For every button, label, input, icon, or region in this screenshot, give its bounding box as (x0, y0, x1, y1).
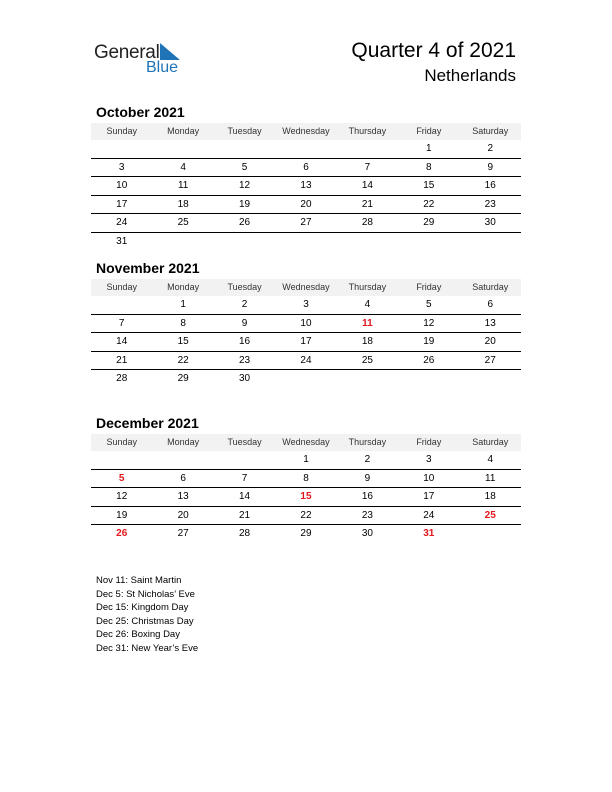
day-cell (460, 233, 521, 251)
weekday-label: Wednesday (282, 437, 330, 447)
day-cell: 24 (423, 509, 435, 521)
weekday-header (91, 279, 521, 296)
day-cell (91, 296, 152, 314)
day-cell: 3 (118, 161, 125, 173)
day-cell: 20 (300, 198, 312, 210)
day-cell: 2 (364, 454, 371, 465)
day-cell: 4 (364, 299, 371, 310)
holiday-note: Nov 11: Saint Martin (96, 575, 182, 586)
day-cell: 24 (300, 354, 312, 366)
day-cell: 4 (180, 161, 186, 173)
day-cell: 10 (300, 317, 312, 329)
day-cell: 7 (364, 161, 371, 173)
week-row (91, 296, 521, 315)
day-cell: 13 (177, 491, 189, 502)
logo-triangle-icon (160, 43, 180, 60)
day-cell: 12 (116, 491, 128, 502)
day-cell: 8 (426, 161, 432, 173)
country-name: Netherlands (424, 66, 516, 85)
holiday-note: Dec 5: St Nicholas’ Eve (96, 588, 195, 600)
day-cell: 17 (300, 336, 312, 347)
day-cell: 14 (361, 180, 373, 191)
day-cell (214, 233, 275, 251)
day-cell: 31 (423, 528, 435, 539)
day-cell: 26 (423, 354, 435, 366)
week-row (91, 370, 521, 388)
weekday-header (91, 434, 521, 451)
day-cell: 10 (423, 472, 435, 484)
weekday-label: Tuesday (227, 437, 262, 447)
day-cell: 14 (238, 491, 251, 502)
holiday-note: Dec 25: Christmas Day (96, 615, 194, 627)
day-cell (398, 370, 459, 388)
week-row (91, 470, 521, 489)
day-cell (214, 140, 275, 158)
weekday-label: Friday (416, 437, 442, 447)
weekday-label: Monday (167, 437, 200, 447)
week-row (91, 352, 521, 371)
weekday-label: Sunday (106, 437, 137, 447)
day-cell: 4 (487, 454, 494, 465)
day-cell (460, 370, 521, 388)
week-row (91, 233, 521, 251)
week-row (91, 451, 521, 470)
day-cell: 2 (241, 299, 248, 310)
day-cell: 22 (300, 509, 312, 521)
weekday-header (91, 123, 521, 140)
day-cell: 6 (487, 299, 494, 310)
weekday-label: Thursday (348, 437, 387, 447)
day-cell: 5 (118, 472, 125, 484)
day-cell (398, 233, 459, 251)
day-cell (275, 233, 336, 251)
day-cell: 27 (300, 217, 312, 228)
day-cell: 19 (238, 198, 251, 210)
day-cell: 25 (361, 354, 373, 366)
day-cell: 28 (361, 217, 373, 228)
day-cell: 30 (361, 528, 373, 539)
day-cell: 23 (238, 354, 251, 366)
weekday-label: Wednesday (282, 126, 330, 136)
day-cell: 13 (484, 317, 496, 329)
week-row (91, 488, 521, 507)
month-title: November 2021 (96, 260, 200, 276)
day-cell: 14 (116, 336, 128, 347)
day-cell (460, 525, 521, 543)
page-title: Quarter 4 of 2021 (351, 39, 516, 62)
day-cell: 26 (116, 528, 128, 539)
day-cell: 18 (484, 491, 496, 502)
weekday-label: Wednesday (282, 282, 330, 292)
day-cell (91, 451, 152, 469)
logo (94, 40, 194, 80)
day-cell (91, 140, 152, 158)
day-cell: 3 (303, 299, 309, 310)
day-cell: 23 (361, 509, 373, 521)
day-cell: 3 (426, 454, 432, 465)
calendar-november (91, 259, 521, 388)
logo-blue: Blue (146, 59, 179, 76)
day-cell: 10 (116, 180, 128, 191)
day-cell: 17 (423, 491, 435, 502)
month-title: October 2021 (96, 104, 185, 120)
day-cell: 19 (116, 509, 128, 521)
day-cell: 21 (238, 509, 251, 521)
month-title: December 2021 (96, 415, 199, 431)
day-cell: 20 (177, 509, 189, 521)
day-cell: 6 (180, 472, 186, 484)
day-cell (275, 140, 336, 158)
day-cell: 5 (241, 161, 248, 173)
day-cell: 11 (362, 317, 373, 329)
calendar-december (91, 414, 521, 543)
week-row (91, 159, 521, 178)
day-cell: 26 (238, 217, 251, 228)
day-cell: 1 (180, 299, 186, 310)
day-cell: 28 (238, 528, 251, 539)
day-cell: 8 (180, 317, 186, 329)
day-cell (152, 140, 213, 158)
day-cell: 9 (364, 472, 371, 484)
day-cell (214, 451, 275, 469)
day-cell: 30 (484, 217, 496, 228)
day-cell: 25 (484, 509, 496, 521)
day-cell: 30 (238, 373, 251, 384)
week-row (91, 196, 521, 215)
day-cell: 21 (361, 198, 373, 210)
day-cell: 25 (177, 217, 189, 228)
week-row (91, 525, 521, 543)
day-cell: 8 (303, 472, 309, 484)
week-row (91, 315, 521, 334)
day-cell (152, 451, 213, 469)
day-cell: 9 (487, 161, 494, 173)
week-row (91, 177, 521, 196)
day-cell: 12 (423, 317, 435, 329)
day-cell: 19 (423, 336, 435, 347)
day-cell: 21 (116, 354, 128, 366)
weekday-label: Saturday (472, 437, 509, 447)
day-cell: 22 (423, 198, 435, 210)
day-cell (337, 233, 398, 251)
day-cell (337, 140, 398, 158)
day-cell: 5 (426, 299, 432, 310)
holiday-note: Dec 31: New Year’s Eve (96, 642, 199, 654)
week-row (91, 507, 521, 526)
weekday-label: Thursday (348, 282, 387, 292)
day-cell: 24 (116, 217, 128, 228)
day-cell: 17 (116, 198, 128, 210)
day-cell: 6 (303, 161, 309, 173)
weekday-label: Tuesday (227, 126, 262, 136)
day-cell: 13 (300, 180, 312, 191)
day-cell: 29 (423, 217, 435, 228)
day-cell: 7 (241, 472, 248, 484)
day-cell: 20 (484, 336, 496, 347)
weekday-label: Saturday (472, 126, 509, 136)
day-cell: 22 (177, 354, 189, 366)
day-cell (152, 233, 213, 251)
week-row (91, 140, 521, 159)
day-cell: 27 (177, 528, 189, 539)
day-cell: 11 (485, 472, 496, 484)
day-cell: 12 (238, 180, 251, 191)
day-cell: 28 (116, 373, 128, 384)
day-cell: 16 (361, 491, 373, 502)
weekday-label: Friday (416, 126, 442, 136)
day-cell: 23 (484, 198, 496, 210)
day-cell: 7 (118, 317, 125, 329)
day-cell: 31 (116, 235, 128, 247)
day-cell: 1 (303, 454, 309, 465)
day-cell (275, 370, 336, 388)
day-cell: 1 (426, 143, 432, 154)
day-cell: 27 (484, 354, 496, 366)
day-cell (337, 370, 398, 388)
weekday-label: Sunday (106, 282, 137, 292)
day-cell: 29 (177, 373, 189, 384)
day-cell: 15 (177, 336, 189, 347)
holiday-notes (96, 574, 198, 655)
weekday-label: Monday (167, 282, 200, 292)
day-cell: 29 (300, 528, 312, 539)
weekday-label: Sunday (106, 126, 137, 136)
weekday-label: Tuesday (227, 282, 262, 292)
week-row (91, 214, 521, 233)
day-cell: 15 (300, 491, 312, 502)
holiday-note: Dec 15: Kingdom Day (96, 602, 189, 613)
weekday-label: Friday (416, 282, 442, 292)
day-cell: 18 (177, 198, 189, 210)
day-cell: 16 (484, 180, 496, 191)
holiday-note: Dec 26: Boxing Day (96, 629, 180, 640)
weekday-label: Monday (167, 126, 200, 136)
calendar-october (91, 103, 521, 250)
weekday-label: Saturday (472, 282, 509, 292)
week-row (91, 333, 521, 352)
day-cell: 18 (361, 336, 373, 347)
logo-general: General (94, 42, 160, 63)
day-cell: 11 (177, 180, 189, 191)
weekday-label: Thursday (348, 126, 387, 136)
day-cell: 16 (238, 336, 251, 347)
day-cell: 9 (241, 317, 248, 329)
day-cell: 15 (423, 180, 435, 191)
day-cell: 2 (487, 143, 494, 154)
